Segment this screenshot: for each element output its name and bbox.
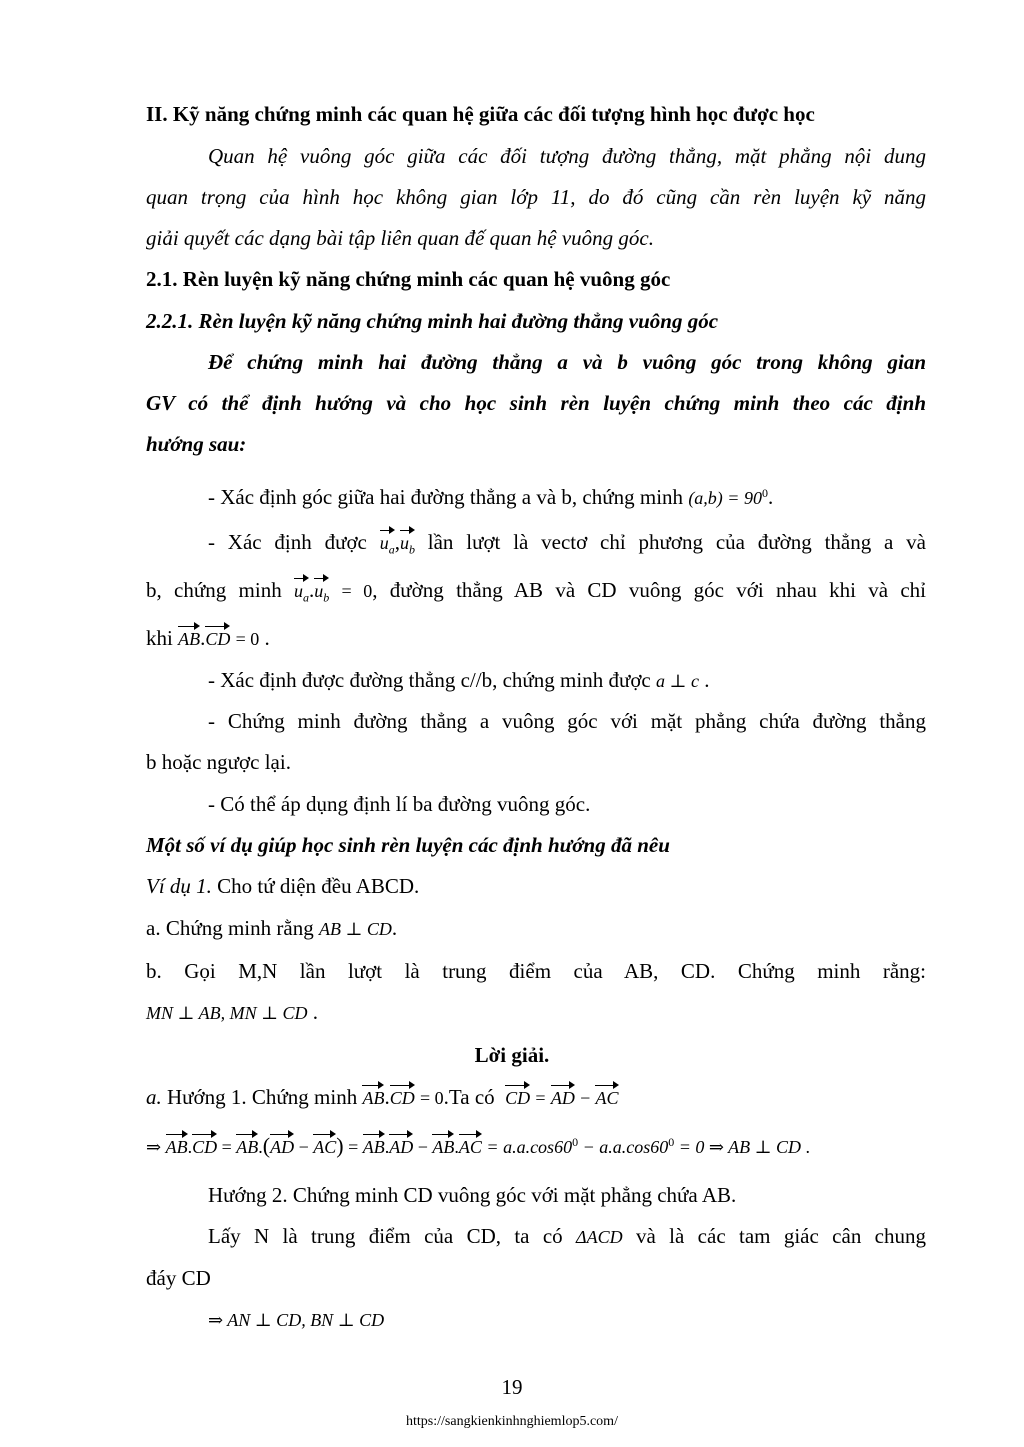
solution-a: a. Hướng 1. Chứng minh AB.CD = 0.Ta có CD = AD − AC [146, 1083, 926, 1112]
vector-cd: CD [205, 625, 230, 653]
vector-ub: $u_b$ [400, 529, 415, 564]
solution-title: Lời giải. [474, 1043, 550, 1067]
example-1b-math: MN ⊥ AB, MN ⊥ CD . [146, 1000, 319, 1024]
bullet-vectors-line-3: khi AB.CD = 0 . [146, 624, 926, 653]
subsubsection-heading: 2.2.1. Rèn luyện kỹ năng chứng minh hai đường thẳng vuông góc [146, 309, 719, 333]
bullet-angle: - Xác định góc giữa hai đường thẳng a và b, chứng minh $(a,b) = 90^0$. [208, 485, 774, 509]
math-angle: (a,b) = 90 [688, 488, 762, 508]
vector-ua: $u_a$ [380, 529, 395, 564]
subsection-heading: 2.1. Rèn luyện kỹ năng chứng minh các quan hệ vuông góc [146, 267, 671, 291]
direction-2-line-2: đáy CD [146, 1266, 211, 1290]
intro-line-3: giải quyết các dạng bài tập liên quan đế quan hệ vuông góc. [146, 226, 654, 250]
footer-url[interactable]: https://sangkienkinhnghiemlop5.com/ [406, 1414, 618, 1429]
bullet-parallel: - Xác định được đường thẳng c//b, chứng minh được a ⊥ c . [208, 668, 710, 692]
orientation-line-2: GV có thể định hướng và cho học sinh rèn luyện chứng minh theo các định [146, 391, 926, 415]
vector-ua-dot: $u_a$ [294, 577, 309, 612]
section-heading: II. Kỹ năng chứng minh các quan hệ giữa các đối tượng hình học được học [146, 102, 815, 126]
solution-chain: ⇒ $AB.CD = AB.(AD - AC) = AB.AD - AB.AC = a.a.\cos 60^0 - a.a.\cos 60^0 = 0$ ⇒ AB ⊥ CD . [146, 1128, 926, 1161]
bullet-vectors-line-1: - Xác định được $u_a,u_b$ lần lượt là vectơ chỉ phương của đường thẳng a và [208, 528, 926, 564]
page-number: 19 [501, 1375, 523, 1399]
orientation-line-3: hướng sau: [146, 432, 247, 456]
direction-2-line-1: Lấy N là trung điểm của CD, ta có ΔACD và là các tam giác cân chung [208, 1224, 926, 1248]
example-1b: b. Gọi M,N lần lượt là trung điểm của AB, CD. Chứng minh rằng: [146, 959, 926, 983]
bullet-three-perpendiculars: - Có thể áp dụng định lí ba đường vuông góc. [208, 792, 591, 816]
direction-2: Hướng 2. Chứng minh CD vuông góc với mặt phẳng chứa AB. [208, 1183, 737, 1207]
orientation-line-1: Để chứng minh hai đường thẳng a và b vuông góc trong không gian [208, 350, 926, 374]
example-1: Ví dụ 1. Cho tứ diện đều ABCD. [146, 874, 420, 898]
direction-2-line-3: ⇒ AN ⊥ CD, BN ⊥ CD [208, 1310, 385, 1330]
bullet-plane-line-1: - Chứng minh đường thẳng a vuông góc với mặt phẳng chứa đường thẳng [208, 709, 926, 733]
bullet-vectors-line-2: b, chứng minh $u_a.u_b = 0$, đường thẳng AB và CD vuông góc với nhau khi và chỉ [146, 576, 926, 612]
examples-heading: Một số ví dụ giúp học sinh rèn luyện các định hướng đã nêu [146, 833, 670, 857]
vector-ab: AB [178, 625, 200, 653]
bullet-plane-line-2: b hoặc ngược lại. [146, 750, 291, 774]
intro-line-1: Quan hệ vuông góc giữa các đối tượng đường thẳng, mặt phẳng nội dung [208, 144, 926, 168]
vector-ub-dot: $u_b$ [314, 577, 329, 612]
intro-line-2: quan trọng của hình học không gian lớp 11, do đó cũng cần rèn luyện kỹ năng [146, 185, 926, 209]
example-1a: a. Chứng minh rằng AB ⊥ CD. [146, 916, 398, 940]
